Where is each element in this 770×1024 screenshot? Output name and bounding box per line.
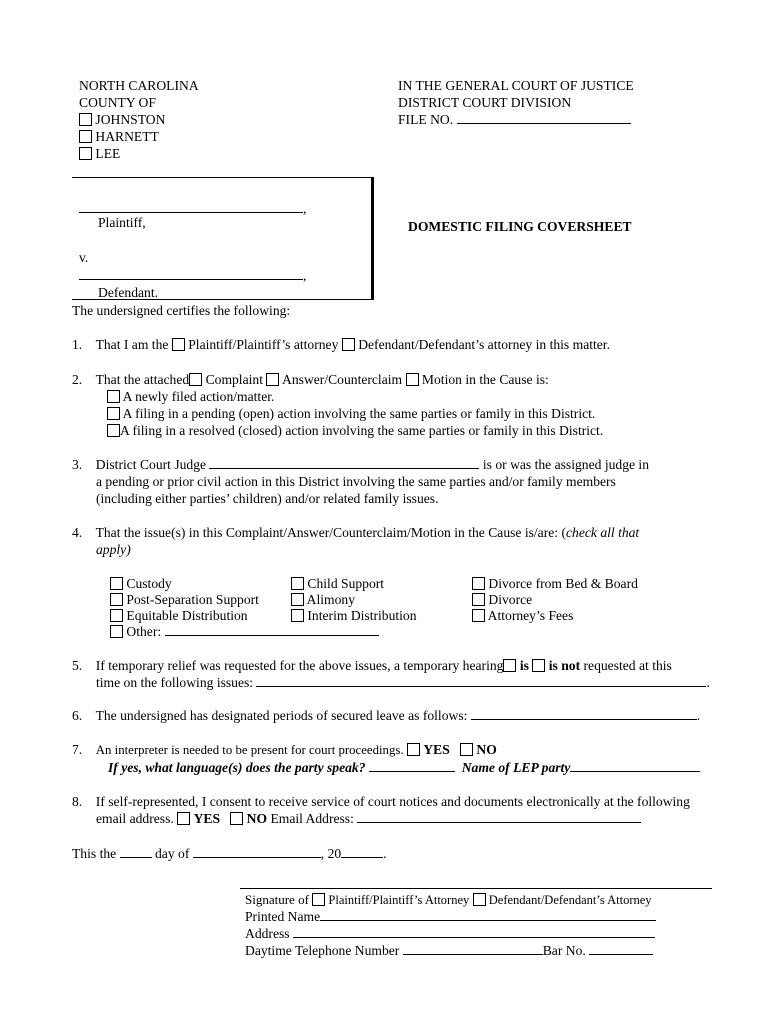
- defendant-label: Defendant.: [98, 285, 159, 300]
- printed-name-row: [245, 908, 656, 925]
- caption-top-rule: [72, 177, 372, 178]
- county-lee-label: LEE: [95, 146, 121, 161]
- signature-plaintiff-label: Plaintiff/Plaintiff’s Attorney: [328, 893, 470, 907]
- item-2-pending-label: A filing in a pending (open) action involving the same parties or family in this District.: [122, 406, 596, 421]
- certifies-statement: The undersigned certifies the following:: [72, 303, 291, 318]
- issue-alimony-label: Alimony: [306, 592, 355, 607]
- file-number-field[interactable]: [398, 111, 631, 128]
- item-7-yes-checkbox[interactable]: [407, 743, 420, 756]
- item-1-plaintiff-checkbox[interactable]: [172, 338, 185, 351]
- item-1-number: 1.: [72, 337, 83, 352]
- item-8-yes-checkbox[interactable]: [177, 812, 190, 825]
- issue-interim: [291, 607, 417, 624]
- date-this-the: This the: [72, 846, 117, 861]
- versus-label: v.: [79, 250, 89, 265]
- item-8-line-2: [96, 810, 641, 827]
- issue-divorce-checkbox[interactable]: [472, 593, 485, 606]
- item-2-number: 2.: [72, 372, 83, 387]
- item-5-is-not-checkbox[interactable]: [532, 659, 545, 672]
- printed-name-label: Printed Name: [245, 909, 321, 924]
- item-2-lead: That the attached: [95, 372, 190, 387]
- item-8-email-input-line[interactable]: [357, 810, 641, 823]
- item-7-line-2: [108, 759, 700, 776]
- item-8-yes-label: YES: [193, 811, 221, 826]
- item-2: [72, 371, 549, 388]
- plaintiff-label: Plaintiff,: [98, 215, 146, 230]
- county-harnett-label: HARNETT: [95, 129, 159, 144]
- item-1-defendant-checkbox[interactable]: [342, 338, 355, 351]
- state-name: NORTH CAROLINA: [79, 78, 199, 93]
- issue-child-support: [291, 575, 384, 592]
- item-7-text: An interpreter is needed to be present for court proceedings.: [95, 743, 404, 757]
- item-4-text: That the issue(s) in this Complaint/Answer/Counterclaim/Motion in the Cause is/are: (: [95, 525, 566, 540]
- issue-interim-label: Interim Distribution: [307, 608, 417, 623]
- signature-defendant-label: Defendant/Defendant’s Attorney: [488, 893, 652, 907]
- item-7-no-label: NO: [476, 742, 497, 757]
- date-month-input-line[interactable]: [193, 845, 321, 858]
- item-4-line-1: [72, 524, 639, 541]
- issue-child-support-label: Child Support: [307, 576, 385, 591]
- item-2-resolved-checkbox[interactable]: [107, 424, 120, 437]
- item-3-judge-label: District Court Judge: [95, 457, 207, 472]
- date-day-of: day of: [155, 846, 190, 861]
- county-option-lee[interactable]: [79, 145, 120, 162]
- issue-other-checkbox[interactable]: [110, 625, 123, 638]
- issue-divorce: [472, 591, 532, 608]
- item-2-sub-pending: [107, 405, 595, 422]
- defendant-name-field[interactable]: [79, 267, 306, 284]
- date-period: .: [383, 846, 387, 861]
- date-day-input-line[interactable]: [120, 845, 152, 858]
- item-4-italic: check all that: [565, 525, 640, 540]
- county-johnston-label: JOHNSTON: [95, 112, 166, 127]
- county-lee-checkbox[interactable]: [79, 147, 92, 160]
- issue-pss: [110, 591, 259, 608]
- issue-dbb: [472, 575, 638, 592]
- county-option-johnston[interactable]: [79, 111, 165, 128]
- item-6-leave-input-line[interactable]: [471, 707, 697, 720]
- item-8-text: If self-represented, I consent to receive service of court notices and documents electronically at the following: [95, 794, 690, 809]
- item-2-complaint-checkbox[interactable]: [189, 373, 202, 386]
- item-2-pending-checkbox[interactable]: [107, 407, 120, 420]
- item-3-number: 3.: [72, 457, 83, 472]
- issue-interim-checkbox[interactable]: [291, 609, 304, 622]
- item-7-language-input-line[interactable]: [369, 759, 455, 772]
- court-division: DISTRICT COURT DIVISION: [398, 95, 572, 110]
- item-7-line-1: [72, 741, 497, 759]
- bar-no-input-line[interactable]: [589, 942, 653, 955]
- file-number-label: FILE NO.: [398, 112, 454, 127]
- item-6-period: .: [696, 708, 701, 723]
- date-year-input-line[interactable]: [341, 845, 383, 858]
- item-4-line-2: apply): [96, 542, 131, 557]
- phone-input-line[interactable]: [403, 942, 543, 955]
- issue-other-label: Other:: [126, 624, 162, 639]
- item-2-motion-checkbox[interactable]: [406, 373, 419, 386]
- county-of-label: COUNTY OF: [79, 95, 156, 110]
- item-5-line-2: [96, 674, 710, 691]
- issue-fees-checkbox[interactable]: [472, 609, 485, 622]
- item-8-no-checkbox[interactable]: [230, 812, 243, 825]
- issue-ed-checkbox[interactable]: [110, 609, 123, 622]
- item-2-answer-label: Answer/Counterclaim: [282, 372, 403, 387]
- date-year-prefix: , 20: [320, 846, 342, 861]
- date-line: [72, 845, 387, 862]
- item-5-is-label: is: [519, 658, 529, 673]
- item-2-sub-new: [107, 388, 274, 405]
- item-1-lead: That I am the: [95, 337, 169, 352]
- form-title: DOMESTIC FILING COVERSHEET: [408, 219, 632, 234]
- signature-line[interactable]: [240, 888, 712, 889]
- item-8-number: 8.: [72, 794, 83, 809]
- issue-pss-label: Post-Separation Support: [126, 592, 259, 607]
- defendant-name-line[interactable]: [79, 267, 303, 280]
- caption-right-rule: [371, 177, 374, 300]
- item-5-is-not-label: is not: [548, 658, 581, 673]
- item-7-language-label: If yes, what language(s) does the party speak?: [108, 760, 366, 775]
- address-row: [245, 925, 655, 942]
- issue-fees-label: Attorney’s Fees: [487, 608, 574, 623]
- file-number-input-line[interactable]: [457, 111, 631, 124]
- item-5-text: If temporary relief was requested for the above issues, a temporary hearing: [95, 658, 504, 673]
- item-5-is-checkbox[interactable]: [503, 659, 516, 672]
- signature-of-row: [245, 891, 652, 909]
- signature-defendant-checkbox[interactable]: [473, 893, 486, 906]
- issue-divorce-label: Divorce: [488, 592, 533, 607]
- item-3-judge-suffix: is or was the assigned judge in: [482, 457, 649, 472]
- item-3-line-3: (including either parties’ children) and/or related family issues.: [96, 491, 439, 506]
- county-johnston-checkbox[interactable]: [79, 113, 92, 126]
- item-5-line-1: [72, 657, 672, 674]
- item-7-number: 7.: [72, 742, 83, 757]
- printed-name-input-line[interactable]: [320, 908, 656, 921]
- defendant-comma: ,: [303, 268, 307, 283]
- item-8-email-lead: email address.: [96, 811, 174, 826]
- address-input-line[interactable]: [293, 925, 655, 938]
- item-7-lep-label: Name of LEP party: [461, 760, 571, 775]
- item-1-plaintiff-label: Plaintiff/Plaintiff’s attorney: [188, 337, 339, 352]
- item-3-line-2: a pending or prior civil action in this District involving the same parties and/or family members: [96, 474, 616, 489]
- item-8-no-label: NO: [246, 811, 268, 826]
- item-3-line-1: [72, 456, 649, 473]
- issue-custody-label: Custody: [126, 576, 172, 591]
- item-1: [72, 336, 610, 353]
- plaintiff-comma: ,: [303, 201, 307, 216]
- signature-plaintiff-checkbox[interactable]: [312, 893, 325, 906]
- issue-other-input-line[interactable]: [165, 623, 379, 636]
- item-2-answer-checkbox[interactable]: [266, 373, 279, 386]
- county-harnett-checkbox[interactable]: [79, 130, 92, 143]
- issue-custody: [110, 575, 172, 592]
- item-2-new-label: A newly filed action/matter.: [122, 389, 275, 404]
- plaintiff-name-line[interactable]: [79, 200, 303, 213]
- issue-alimony: [291, 591, 355, 608]
- item-2-new-checkbox[interactable]: [107, 390, 120, 403]
- item-6-text: The undersigned has designated periods of secured leave as follows:: [95, 708, 468, 723]
- item-8-line-1: [72, 793, 690, 810]
- item-5-issues-label: time on the following issues:: [96, 675, 254, 690]
- phone-row: [245, 942, 653, 959]
- item-7-yes-label: YES: [423, 742, 450, 757]
- item-5-issues-input-line[interactable]: [256, 674, 706, 687]
- item-1-defendant-label: Defendant/Defendant’s attorney in this matter.: [358, 337, 610, 352]
- issue-dbb-checkbox[interactable]: [472, 577, 485, 590]
- address-label: Address: [245, 926, 290, 941]
- issue-ed-label: Equitable Distribution: [126, 608, 248, 623]
- item-7-no-checkbox[interactable]: [460, 743, 473, 756]
- court-name: IN THE GENERAL COURT OF JUSTICE: [398, 78, 634, 93]
- item-5-number: 5.: [72, 658, 83, 673]
- issue-child-support-checkbox[interactable]: [291, 577, 304, 590]
- item-5-period: .: [706, 675, 710, 690]
- issue-dbb-label: Divorce from Bed & Board: [488, 576, 638, 591]
- county-option-harnett[interactable]: [79, 128, 159, 145]
- item-8-email-label: Email Address:: [270, 811, 354, 826]
- item-3-judge-input-line[interactable]: [209, 456, 479, 469]
- issue-ed: [110, 607, 248, 624]
- item-6: [72, 707, 700, 724]
- item-6-number: 6.: [72, 708, 83, 723]
- signature-of-label: Signature of: [245, 892, 309, 907]
- issue-other: [110, 623, 379, 640]
- item-5-suffix: requested at this: [583, 658, 672, 673]
- issue-alimony-checkbox[interactable]: [291, 593, 304, 606]
- issue-fees: [472, 607, 573, 624]
- item-2-sub-resolved: [107, 422, 603, 439]
- issue-custody-checkbox[interactable]: [110, 577, 123, 590]
- phone-label: Daytime Telephone Number: [245, 943, 400, 958]
- item-4-number: 4.: [72, 525, 83, 540]
- item-7-lep-input-line[interactable]: [570, 759, 700, 772]
- bar-no-label: Bar No.: [542, 943, 586, 958]
- item-2-resolved-label: A filing in a resolved (closed) action involving the same parties or family in this District.: [120, 423, 604, 438]
- issue-pss-checkbox[interactable]: [110, 593, 123, 606]
- item-2-complaint-label: Complaint: [205, 372, 263, 387]
- item-2-motion-label: Motion in the Cause is:: [421, 372, 549, 387]
